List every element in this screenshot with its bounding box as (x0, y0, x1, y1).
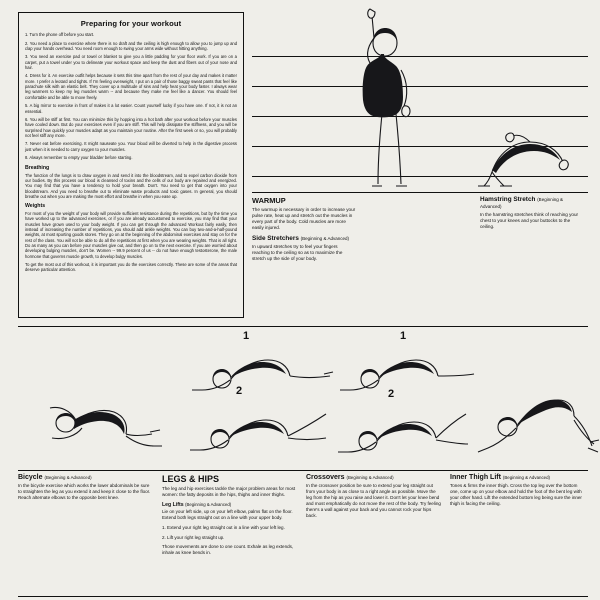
breathing-body: The function of the lungs is to draw oxygen in and send it into the bloodstream, and to expel carbon dioxide from our bodies. By this process our blood is cleansed of toxins and the cells of our body are repaired and energized. You may find that you have a tendency to hold your breath. Don't. You need to get that oxygen into your bloodstream. And you need to breathe out to eliminate waste products and toxic gases. In general, you should breathe out when you are making the most effort and breathe in when you ease up. (25, 172, 237, 199)
prep-item-1: 1. Turn the phone off before you start. (25, 32, 95, 37)
section-divider (18, 470, 588, 471)
bicycle-level: (Beginning & Advanced) (44, 475, 92, 480)
warmup-body: The warmup is necessary in order to increase your pulse rate, heat up and stretch out the muscles in every part of the body. Cold muscles are more easily injured. (252, 207, 356, 230)
prep-item-6: 6. You will be stiff at first. You can minimize this by hopping into a hot bath after your workout before your muscles have cooled down. But do your exercises even if you are stiff. This will help dissipate the stiffness, and you will be surprised how quickly your muscles adapt as you maintain your routine. After the first week or so, you will probably not feel stiff any more. (25, 117, 237, 138)
side-stretchers-label: Side Stretchers (252, 234, 299, 242)
legs-hips-column (162, 474, 297, 594)
leg-lifts-title: Leg Lifts (162, 501, 184, 508)
inner-thigh-lift-figure (470, 368, 600, 464)
side-stretch-figure (312, 8, 462, 194)
figure-number-1-left: 1 (243, 330, 250, 342)
hamstring-stretch-figure (468, 120, 588, 190)
leg-lifts-step-2: 2. Lift your right leg straight up. (162, 534, 225, 540)
side-stretchers-title (252, 235, 356, 242)
bottom-text-columns (18, 474, 588, 594)
weights-body: For most of you the weight of your body will provide sufficient resistance during the repetitions, but by the time you have worked up to the advanced exercises, or if you are already accustomed to exercise, you may find that your muscles have grown used to your body weight. If you can get through the advanced Workout fairly easily, then instead of increasing the number of repetitions, you should add ankle weights. You can buy two-and-a-half-pound weights, at most sporting goods stores. They go on at the beginning of the abdominal exercises and stay on for the rest of the class. You will not be able to do all the repetitions at first when you are wearing weights. That is all right. Do as many as you can before your muscles give out, and then go on to the next exercise. If you are worried about developing bulging muscles, don't be. Women -- 99.9 percent of us -- do not have enough testosterone, the male hormone that governs muscle growth, to develop bulgy muscles. (25, 211, 237, 259)
prep-item-5: 5. A big mirror to exercise in front of makes it a lot easier. Count yourself lucky if you have one. If not, it is not an essential. (25, 103, 237, 114)
bicycle-figure (22, 374, 172, 464)
prep-item-3: 3. You need an exercise pad or towel or blanket to give you a little padding for your floor work. If you are on a carpet, put a towel under you to delineate your workout space and keep the dust and fibers out of your nose and hair. (25, 54, 237, 70)
inner-thigh-lift-column (450, 474, 585, 594)
leg-lift-figure-1 (184, 342, 334, 402)
inner-thigh-title: Inner Thigh Lift (450, 474, 501, 481)
crossovers-heading (306, 474, 441, 481)
inner-thigh-heading (450, 474, 585, 481)
hamstring-label: Hamstring Stretch (480, 196, 536, 203)
bicycle-column (18, 474, 153, 594)
bicycle-heading (18, 474, 153, 481)
breathing-heading: Breathing (25, 164, 50, 171)
section-divider (18, 326, 588, 327)
leg-lifts-level: (Beginning & Advanced) (185, 501, 232, 507)
hamstring-body: In the hamstring stretches think of reaching your chest to your knees and your buttocks to the ceiling. (480, 212, 579, 229)
leg-lift-figure-2 (180, 400, 330, 460)
hamstring-column (480, 196, 584, 324)
crossover-figure-2 (330, 402, 470, 462)
leg-lifts-heading (162, 502, 297, 508)
prep-item-2: 2. You need a place to exercise where there is no draft and the ceiling is high enough to allow you to jump up and clap your hands overhead. You need room enough to swing your arms wide without hitting anything. (25, 40, 237, 51)
prep-closing: To get the most out of this workout, it is important you do the exercises correctly. These are some of the areas that deserve particular attention. (25, 262, 237, 273)
figure-number-1-mid: 1 (400, 330, 407, 342)
crossovers-level: (Beginning & Advanced) (346, 475, 394, 480)
preparing-for-your-workout-box (18, 12, 244, 318)
prep-item-4: 4. Dress for it. An exercise outfit helps because it sets this time apart from the rest of your day and makes it matter more. I prefer a leotard and tights. If I'm feeling overweight, I put on a pair of those baggy sweat pants that feel like parachute silk with an elastic belt. They cover up a multitude of sins and help heat your body faster. I always wear leg warmers to keep my leg muscles warm -- and because they make me feel like a dancer. You should feel comfortable and be able to move freely. (25, 73, 237, 100)
side-stretchers-body: In upward stretches try to feel your fingers reaching to the ceiling so as to maximize the stretch up the side of your body. (252, 243, 343, 261)
leg-lifts-closing: Those movements are done to one count. Exhale as leg extends, inhale as knee bends in. (162, 544, 294, 556)
figure-number-2-left: 2 (236, 385, 243, 397)
warmup-spacer-column (366, 196, 470, 324)
crossovers-column (306, 474, 441, 594)
warmup-illustrations (252, 8, 588, 196)
bicycle-title: Bicycle (18, 474, 43, 481)
inner-thigh-level: (Beginning & Advanced) (502, 475, 550, 480)
leg-lifts-body: Lie on your left side, up on your left elbow, palms flat on the floor. Extend both legs straight out on a line with your upper body. (162, 508, 293, 520)
bicycle-body: In the bicycle exercise which works the lower abdominals be sure to straighten the leg as you extend it and keep it close to the floor. Reach alternate elbows to the opposite bent knee. (18, 483, 151, 500)
prep-item-7: 7. Never eat before exercising. It might nauseate you. Your blood will be diverted to help in the digestive process just when it is needed to carry oxygen to your muscles. (25, 141, 237, 152)
inner-thigh-body: Tones & firms the inner thigh. Cross the top leg over the bottom one, come up on your elbow and hold the foot of the bent leg with your other hand. Lift the extended bottom leg being sure the inner thigh is facing the ceiling. (450, 483, 582, 506)
crossover-figure-1 (336, 344, 476, 400)
warmup-column (252, 196, 356, 324)
hamstring-title (480, 196, 584, 210)
crossovers-title: Crossovers (306, 474, 345, 481)
crossovers-body: In the crossover position be sure to extend your leg straight out from your body in as close to a right angle as possible. Move the leg from the hip as you raise and lower it. Don't let your knee bend and most emphatically do not move the rest of the body. Try feeling there's a wall against your back and you cannot rock your hips back. (306, 483, 441, 518)
leg-lifts-step-1: 1. Extend your right leg straight out in a line with your left leg. (162, 524, 285, 530)
legs-hips-heading: LEGS & HIPS (162, 474, 220, 484)
warmup-text-band (252, 196, 588, 324)
legs-hips-body: The leg and hip exercises tackle the major problem areas for most women: the fatty deposits in the hips, thighs and inner thighs. (162, 486, 296, 497)
side-stretchers-level: (Beginning & Advanced) (300, 235, 349, 241)
page-bottom-rule (18, 596, 588, 597)
prep-title: Preparing for your workout (80, 19, 182, 28)
prep-item-8: 8. Always remember to empty your bladder before starting. (25, 155, 133, 161)
hamstring-level: (Beginning & Advanced) (480, 197, 563, 209)
figure-number-2-mid: 2 (388, 388, 395, 400)
warmup-title: WARMUP (252, 196, 286, 205)
legs-and-hips-illustrations (18, 330, 588, 470)
weights-heading: Weights (25, 203, 46, 210)
